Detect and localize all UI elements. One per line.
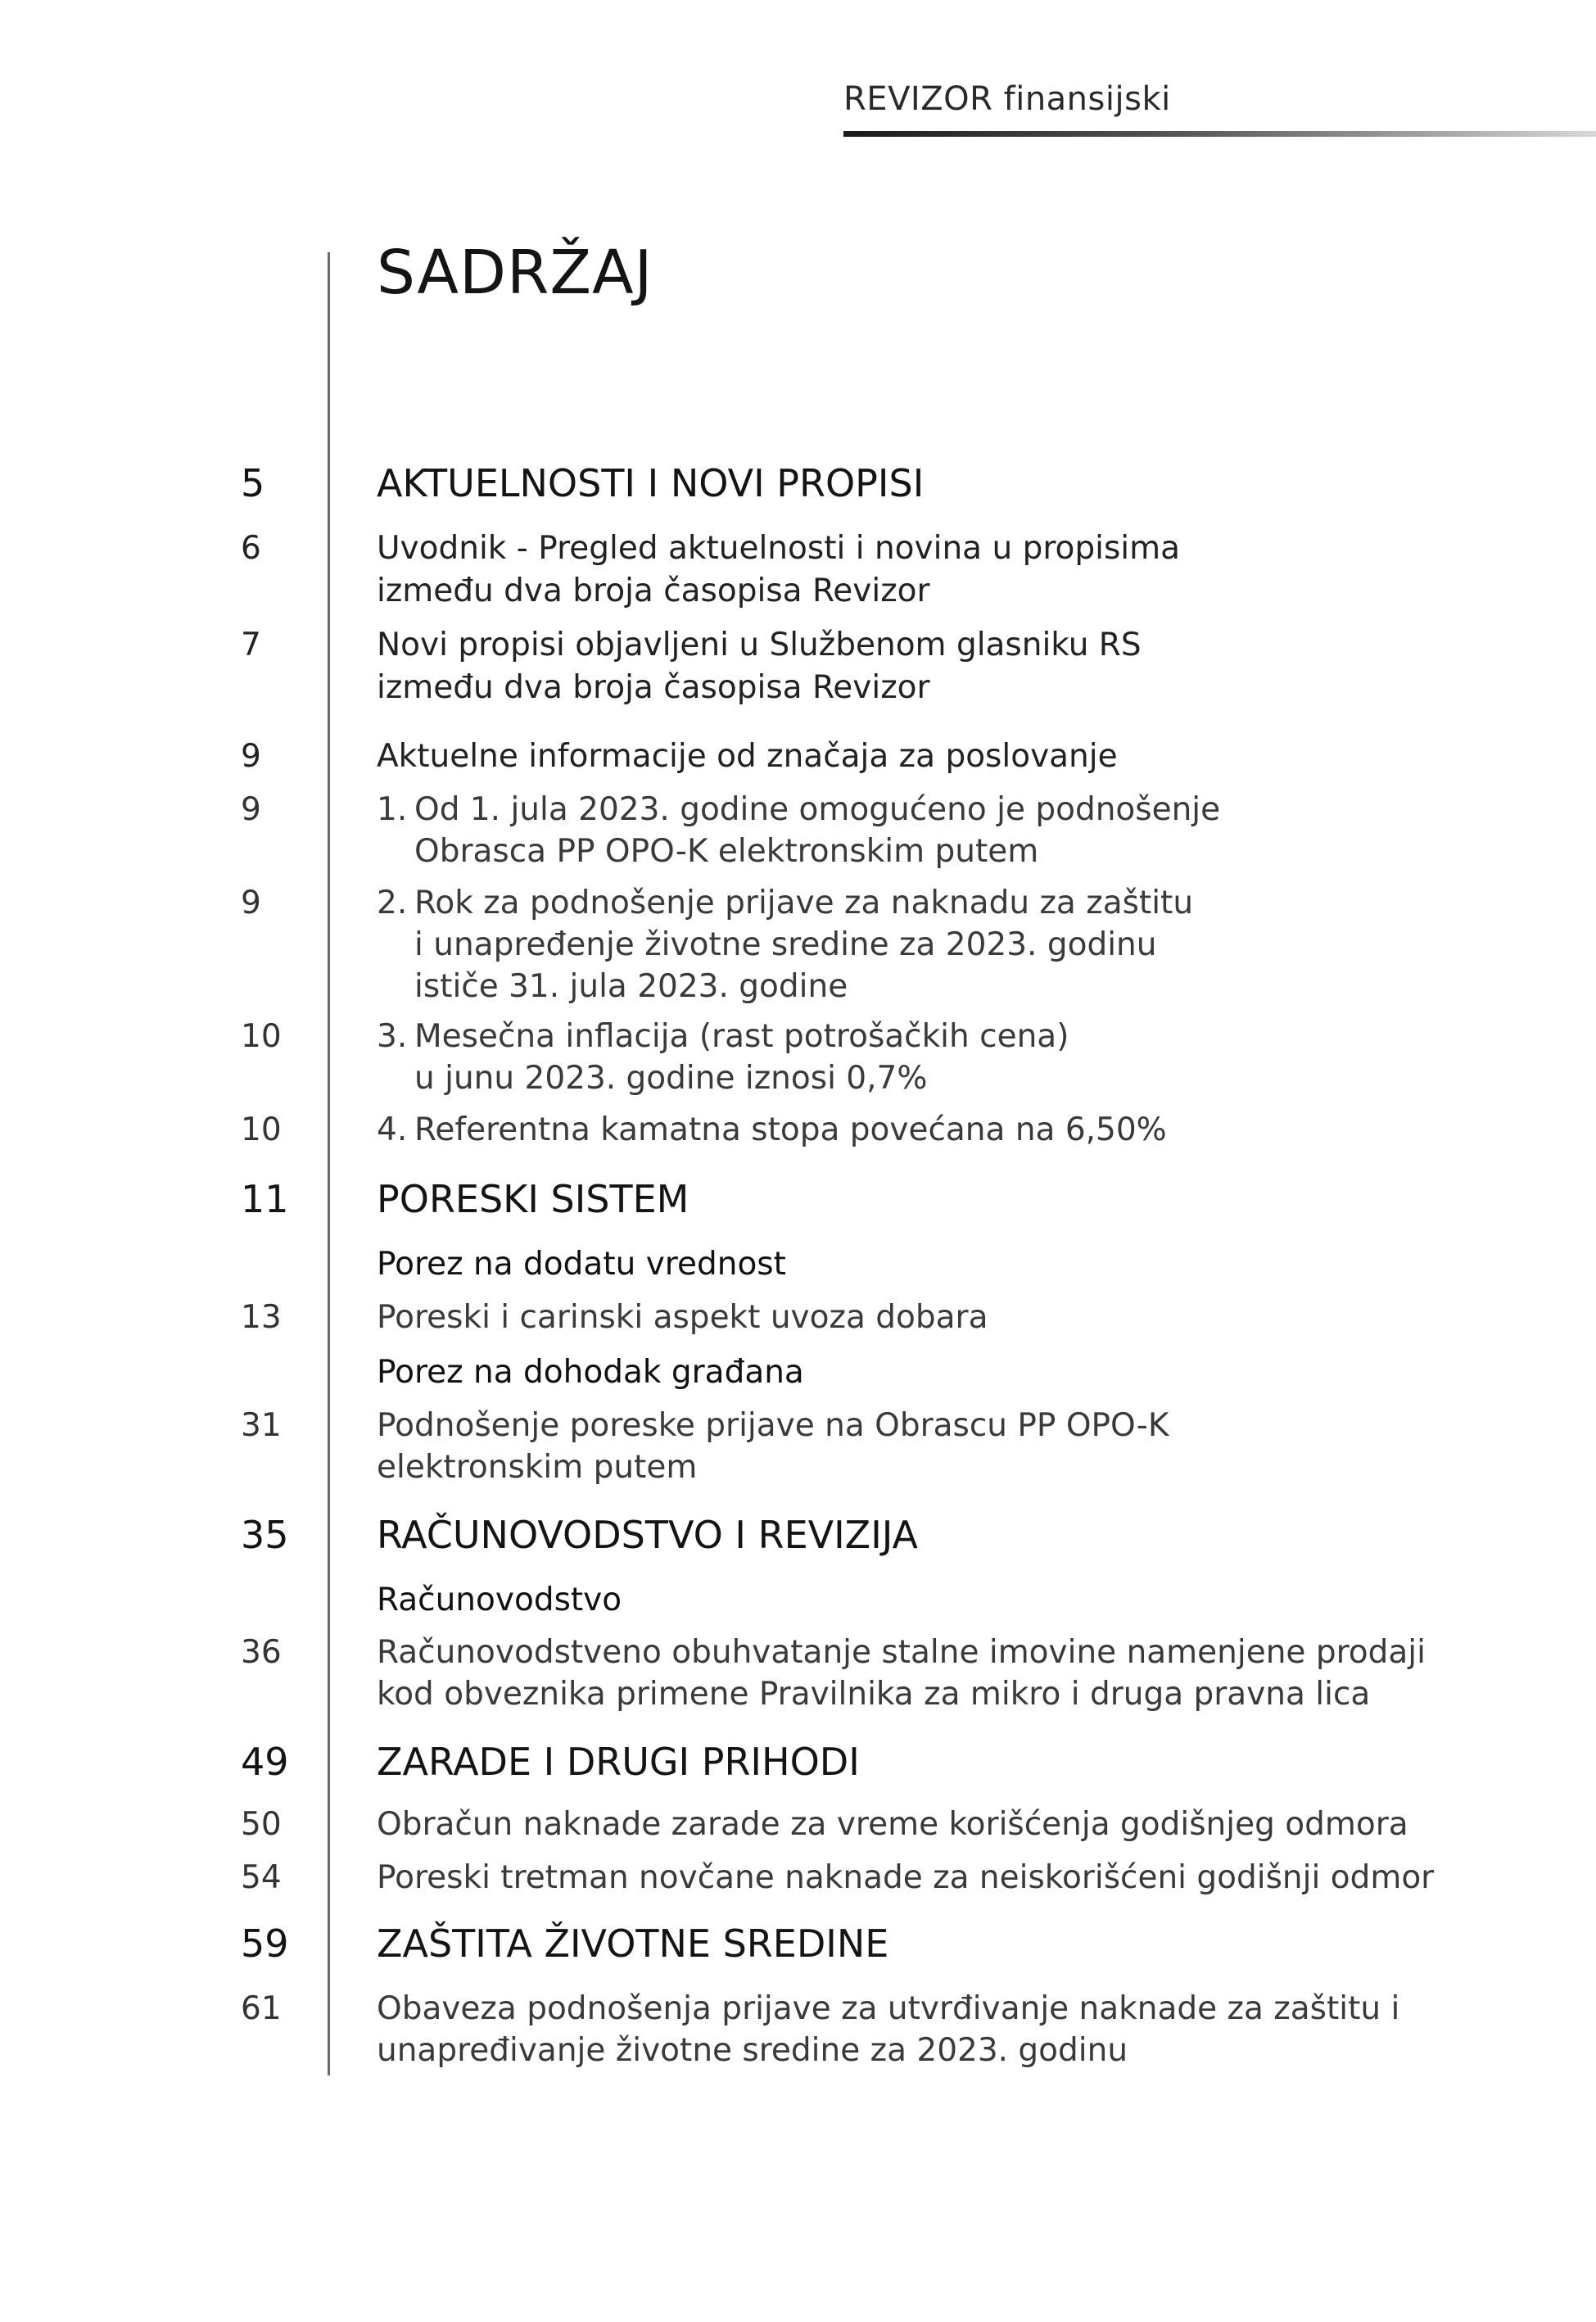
entry-title: Novi propisi objavljeni u Službenom glasniku RS između dva broja časopisa Revizor bbox=[377, 627, 1142, 706]
item-page-number: 61 bbox=[241, 1990, 282, 2027]
publication-header: REVIZOR finansijski bbox=[843, 80, 1171, 118]
item-title: Obračun naknade zarade za vreme korišćenja godišnjeg odmora bbox=[377, 1806, 1408, 1843]
item-title: 1. Od 1. jula 2023. godine omogućeno je podnošenje Obrasca PP OPO-K elektronskim putem bbox=[377, 791, 1221, 870]
subsection-title: Porez na dohodak građana bbox=[377, 1354, 804, 1391]
entry-page-number: 9 bbox=[241, 738, 261, 775]
entry-page-number: 6 bbox=[241, 530, 261, 567]
section-title: ZAŠTITA ŽIVOTNE SREDINE bbox=[377, 1921, 889, 1966]
section-page-number: 5 bbox=[241, 461, 265, 505]
item-title: 2. Rok za podnošenje prijave za naknadu za zaštitu i unapređenje životne sredine za 2023. godinu ističe 31. jula 2023. godine bbox=[377, 885, 1194, 1005]
section-title: ZARADE I DRUGI PRIHODI bbox=[377, 1740, 860, 1784]
section-page-number: 49 bbox=[241, 1740, 289, 1784]
subsection-title: Porez na dodatu vrednost bbox=[377, 1246, 786, 1283]
item-page-number: 54 bbox=[241, 1859, 282, 1896]
item-page-number: 9 bbox=[241, 885, 261, 921]
section-page-number: 11 bbox=[241, 1177, 289, 1221]
page-title: SADRŽAJ bbox=[377, 238, 653, 308]
section-title: PORESKI SISTEM bbox=[377, 1177, 689, 1221]
entry-page-number: 7 bbox=[241, 627, 261, 663]
header-rule bbox=[843, 131, 1596, 137]
entry-title: Aktuelne informacije od značaja za poslovanje bbox=[377, 738, 1118, 775]
item-title: 3. Mesečna inflacija (rast potrošačkih cena) u junu 2023. godine iznosi 0,7% bbox=[377, 1018, 1069, 1097]
item-page-number: 9 bbox=[241, 791, 261, 828]
item-page-number: 13 bbox=[241, 1299, 282, 1336]
item-title: Poreski i carinski aspekt uvoza dobara bbox=[377, 1299, 988, 1336]
item-title: Poreski tretman novčane naknade za neiskorišćeni godišnji odmor bbox=[377, 1859, 1435, 1896]
entry-title: Uvodnik - Pregled aktuelnosti i novina u propisima između dva broja časopisa Revizor bbox=[377, 530, 1181, 609]
section-title: RAČUNOVODSTVO I REVIZIJA bbox=[377, 1513, 918, 1557]
vertical-divider bbox=[328, 252, 330, 2075]
item-page-number: 31 bbox=[241, 1407, 282, 1444]
section-page-number: 35 bbox=[241, 1513, 289, 1557]
item-page-number: 50 bbox=[241, 1806, 282, 1843]
item-page-number: 10 bbox=[241, 1018, 282, 1055]
item-page-number: 10 bbox=[241, 1111, 282, 1148]
section-title: AKTUELNOSTI I NOVI PROPISI bbox=[377, 461, 925, 505]
section-page-number: 59 bbox=[241, 1921, 289, 1966]
item-title: Podnošenje poreske prijave na Obrascu PP OPO-K elektronskim putem bbox=[377, 1407, 1169, 1486]
item-title: 4. Referentna kamatna stopa povećana na 6,50% bbox=[377, 1111, 1167, 1148]
item-title: Računovodstveno obuhvatanje stalne imovine namenjene prodaji kod obveznika primene Pravilnika za mikro i druga pravna lica bbox=[377, 1634, 1426, 1713]
item-title: Obaveza podnošenja prijave za utvrđivanje naknade za zaštitu i unapređivanje životne sredine za 2023. godinu bbox=[377, 1990, 1400, 2069]
item-page-number: 36 bbox=[241, 1634, 282, 1671]
subsection-title: Računovodstvo bbox=[377, 1582, 622, 1618]
